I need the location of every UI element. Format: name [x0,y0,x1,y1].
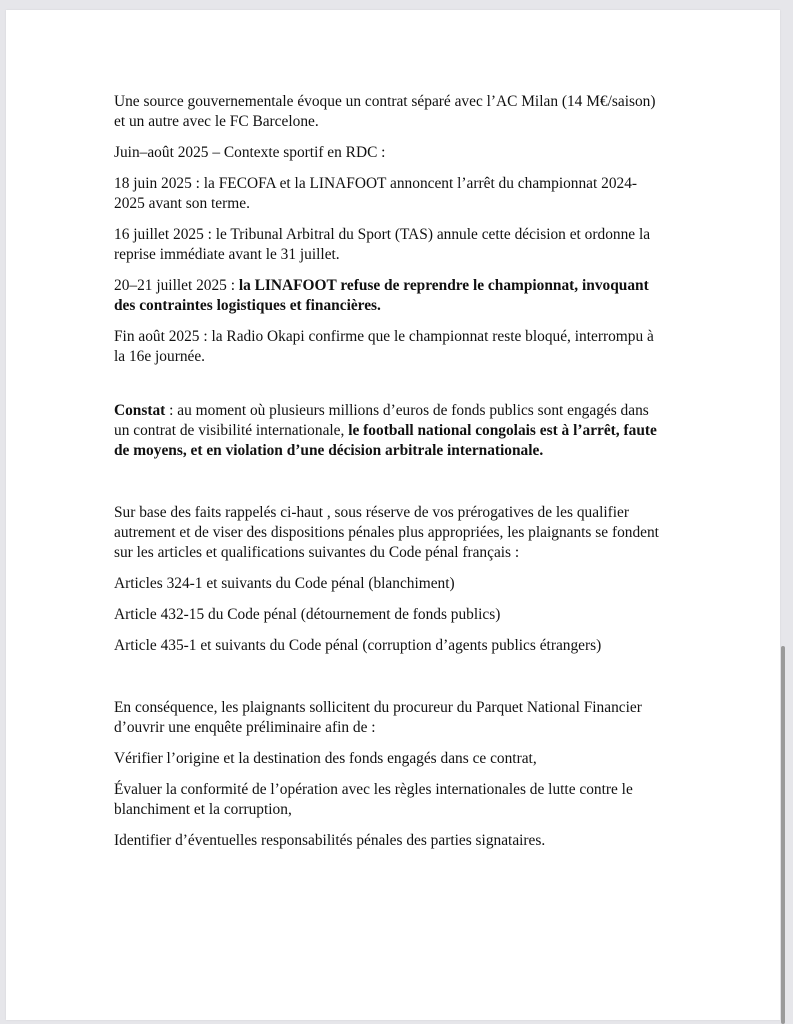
paragraph-july-16: 16 juillet 2025 : le Tribunal Arbitral du Sport (TAS) annule cette décision et ordonne la reprise immédiate avant le 31 juillet. [114,226,651,263]
article-324-1: Articles 324-1 et suivants du Code pénal (blanchiment) [114,575,455,592]
paragraph-context-heading: Juin–août 2025 – Contexte sportif en RDC : [114,144,386,161]
date-lead: 20–21 juillet 2025 : [114,277,239,294]
spacer [114,472,662,503]
request-item-identify: Identifier d’éventuelles responsabilités pénales des parties signataires. [114,832,546,849]
paragraph-contract-source: Une source gouvernementale évoque un contrat séparé avec l’AC Milan (14 M€/saison) et un autre avec le FC Barcelone. [114,93,656,130]
constat-bold: le football national congolais est à l’arrêt, faute de moyens, et en violation d’une décision arbitrale internationale. [114,422,657,459]
request-item-evaluate: Évaluer la conformité de l’opération avec les règles internationales de lutte contre le blanchiment et la corruption, [114,781,633,818]
article-435-1: Article 435-1 et suivants du Code pénal (corruption d’agents publics étrangers) [114,637,602,654]
constat-label: Constat [114,402,166,419]
paragraph-end-august: Fin août 2025 : la Radio Okapi confirme que le championnat reste bloqué, interrompu à la 16e journée. [114,328,654,365]
constat-text: : au moment où plusieurs millions d’euros de fonds publics sont engagés dans un contrat de visibilité internationale, [114,402,649,439]
spacer [114,378,662,401]
article-432-15: Article 432-15 du Code pénal (détournement de fonds publics) [114,606,501,623]
document-content [114,92,662,862]
paragraph-june-18: 18 juin 2025 : la FECOFA et la LINAFOOT annoncent l’arrêt du championnat 2024-2025 avant son terme. [114,175,638,212]
bold-statement: la LINAFOOT refuse de reprendre le championnat, invoquant des contraintes logistiques et financières. [114,277,649,314]
paragraph-constat [114,401,662,461]
scrollbar-thumb[interactable] [781,646,785,1024]
spacer [114,667,662,698]
paragraph-request: En conséquence, les plaignants sollicitent du procureur du Parquet National Financier d’ouvrir une enquête préliminaire afin de : [114,699,642,736]
request-item-verify: Vérifier l’origine et la destination des fonds engagés dans ce contrat, [114,750,537,767]
paragraph-legal-basis: Sur base des faits rappelés ci-haut , sous réserve de vos prérogatives de les qualifier autrement et de viser des dispositions pénales plus appropriées, les plaignants se fondent sur les articles et qualifications suivantes du Code pénal français : [114,504,659,561]
paragraph-july-20-21 [114,276,662,316]
